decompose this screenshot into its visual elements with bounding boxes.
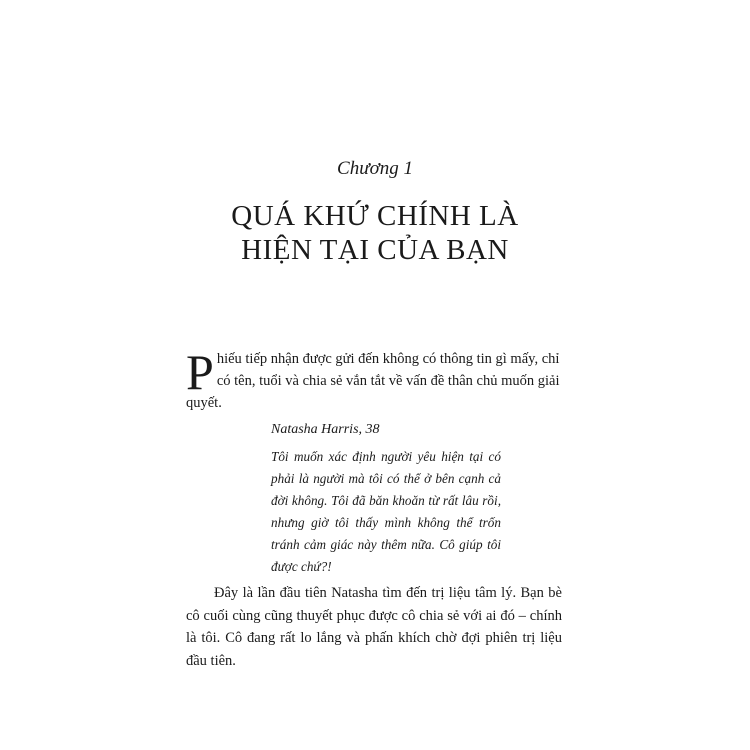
drop-cap: P	[186, 344, 214, 400]
chapter-title-line-1: QUÁ KHỨ CHÍNH LÀ	[231, 200, 519, 232]
body-paragraph: Đây là lần đầu tiên Natasha tìm đến trị liệu tâm lý. Bạn bè cô cuối cùng cũng thuyết phục được cô chia sẻ với ai đó – chính là tôi. Cô đang rất lo lắng và phấn khích chờ đợi phiên trị liệu đầu tiên.	[186, 585, 562, 669]
intro-text: hiếu tiếp nhận được gửi đến không có thông tin gì mấy, chỉ có tên, tuổi và chia sẻ vắn tắt về vấn đề thân chủ muốn giải quyết.	[186, 351, 560, 411]
quote-author: Natasha Harris, 38	[271, 422, 380, 437]
intro-paragraph	[186, 344, 562, 414]
chapter-title	[0, 199, 750, 267]
client-quote	[271, 420, 501, 578]
chapter-title-line-2: HIỆN TẠI CỦA BẠN	[241, 234, 509, 266]
chapter-label: Chương 1	[337, 158, 413, 179]
quote-text: Tôi muốn xác định người yêu hiện tại có phải là người mà tôi có thể ở bên cạnh cả đời không. Tôi đã băn khoăn từ rất lâu rồi, nhưng giờ tôi thấy mình không thể trốn tránh cảm giác này thêm nữa. Cô giúp tôi được chứ?!	[271, 449, 501, 574]
